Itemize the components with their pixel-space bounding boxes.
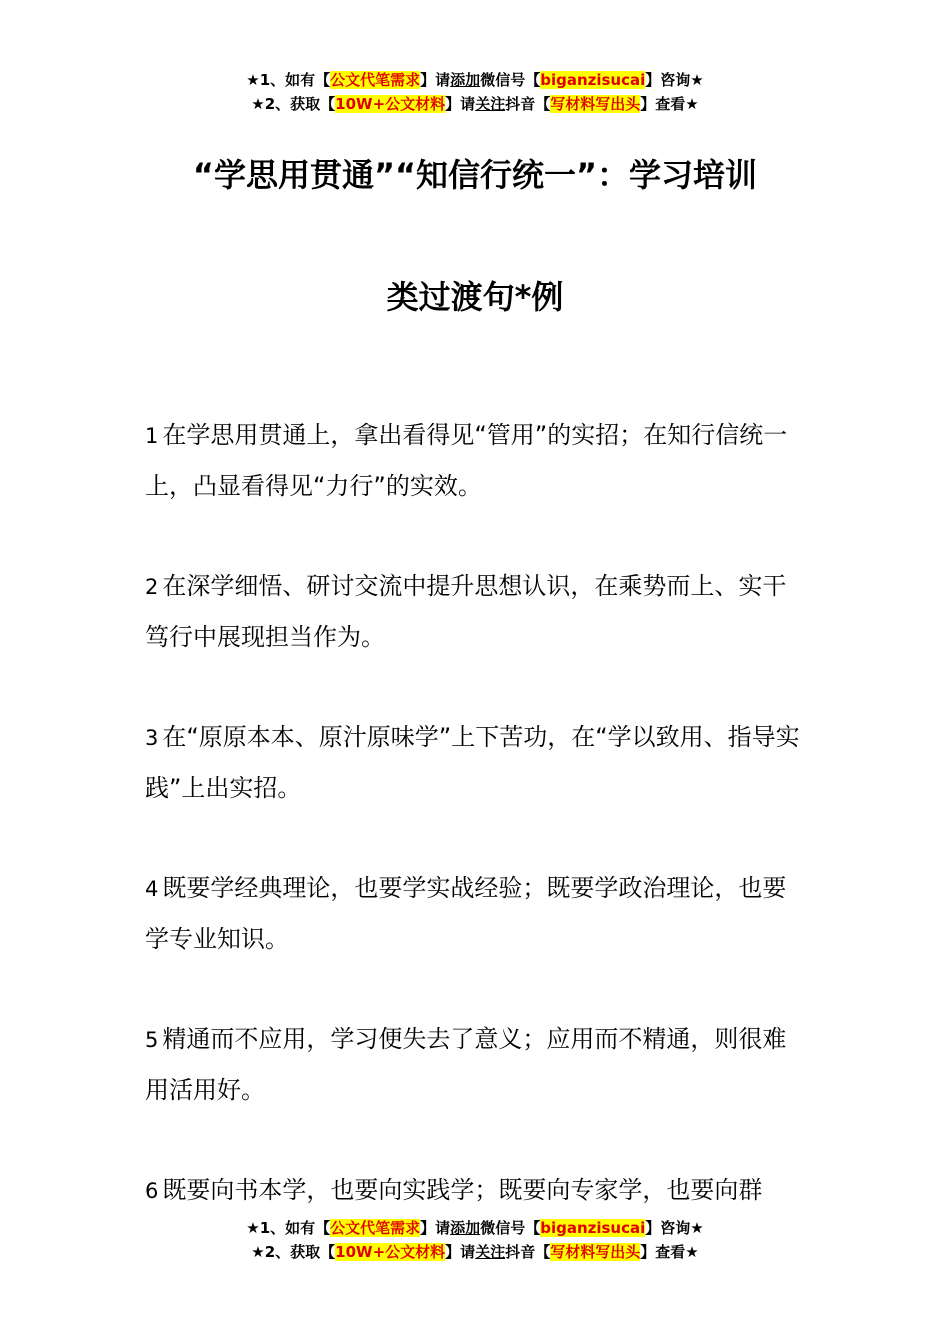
notice-text: 抖音【	[505, 1243, 551, 1261]
notice-line-1	[0, 68, 950, 92]
star-icon: ★	[251, 1243, 265, 1261]
paragraph-6	[145, 1165, 810, 1216]
notice-text: 】请	[445, 95, 476, 113]
notice-text: 】查看	[640, 95, 686, 113]
notice-text: 2、获取【	[264, 1243, 336, 1261]
underlined-text: 添加	[450, 71, 481, 89]
paragraph-3	[145, 712, 810, 813]
page-title-line-1: “学思用贯通”“知信行统一”：学习培训	[192, 156, 758, 194]
notice-text: 】咨询	[645, 1219, 691, 1237]
star-icon: ★	[685, 95, 699, 113]
highlight-text: 10W+公文材料	[335, 95, 446, 113]
star-icon: ★	[690, 1219, 704, 1237]
paragraph-number: 6	[145, 1179, 159, 1203]
paragraph-1	[145, 410, 810, 511]
paragraph-5	[145, 1014, 810, 1115]
paragraph-4	[145, 863, 810, 964]
underlined-text: 关注	[475, 1243, 506, 1261]
paragraph-2	[145, 561, 810, 662]
paragraph-text: 在学思用贯通上，拿出看得见“管用”的实招；在知行信统一上，凸显看得见“力行”的实效。	[145, 421, 788, 500]
document-body	[145, 410, 810, 1266]
notice-text: 抖音【	[505, 95, 551, 113]
paragraph-text: 在“原原本本、原汁原味学”上下苦功，在“学以致用、指导实践”上出实招。	[145, 723, 800, 802]
paragraph-text: 既要向书本学，也要向实践学；既要向专家学，也要向群	[162, 1176, 763, 1204]
paragraph-number: 4	[145, 877, 159, 901]
star-icon: ★	[246, 1219, 260, 1237]
notice-text: 1、如有【	[259, 1219, 331, 1237]
page-title-line-2: 类过渡句*例	[386, 278, 564, 316]
paragraph-text: 既要学经典理论，也要学实战经验；既要学政治理论，也要学专业知识。	[145, 874, 787, 953]
star-icon: ★	[251, 95, 265, 113]
star-icon: ★	[690, 71, 704, 89]
star-icon: ★	[685, 1243, 699, 1261]
douyin-id: 写材料写出头	[550, 95, 641, 113]
douyin-id: 写材料写出头	[550, 1243, 641, 1261]
paragraph-number: 5	[145, 1028, 159, 1052]
notice-text: 1、如有【	[259, 71, 331, 89]
paragraph-number: 1	[145, 424, 159, 448]
notice-text: 】咨询	[645, 71, 691, 89]
highlight-text: 公文代笔需求	[330, 1219, 421, 1237]
notice-text: 】请	[420, 71, 451, 89]
underlined-text: 关注	[475, 95, 506, 113]
header-notice	[0, 68, 950, 116]
notice-text: 微信号【	[480, 71, 541, 89]
notice-text: 】查看	[640, 1243, 686, 1261]
footer-notice	[0, 1216, 950, 1264]
paragraph-number: 2	[145, 575, 159, 599]
notice-text: 】请	[420, 1219, 451, 1237]
notice-text: 2、获取【	[264, 95, 336, 113]
highlight-text: 10W+公文材料	[335, 1243, 446, 1261]
paragraph-text: 精通而不应用，学习便失去了意义；应用而不精通，则很难用活用好。	[145, 1025, 787, 1104]
notice-line-2	[0, 1240, 950, 1264]
notice-line-2	[0, 92, 950, 116]
notice-text: 】请	[445, 1243, 476, 1261]
highlight-text: 公文代笔需求	[330, 71, 421, 89]
wechat-id: biganzisucai	[540, 1219, 646, 1237]
paragraph-number: 3	[145, 726, 159, 750]
notice-text: 微信号【	[480, 1219, 541, 1237]
wechat-id: biganzisucai	[540, 71, 646, 89]
paragraph-text: 在深学细悟、研讨交流中提升思想认识，在乘势而上、实干笃行中展现担当作为。	[145, 572, 787, 651]
star-icon: ★	[246, 71, 260, 89]
notice-line-1	[0, 1216, 950, 1240]
underlined-text: 添加	[450, 1219, 481, 1237]
